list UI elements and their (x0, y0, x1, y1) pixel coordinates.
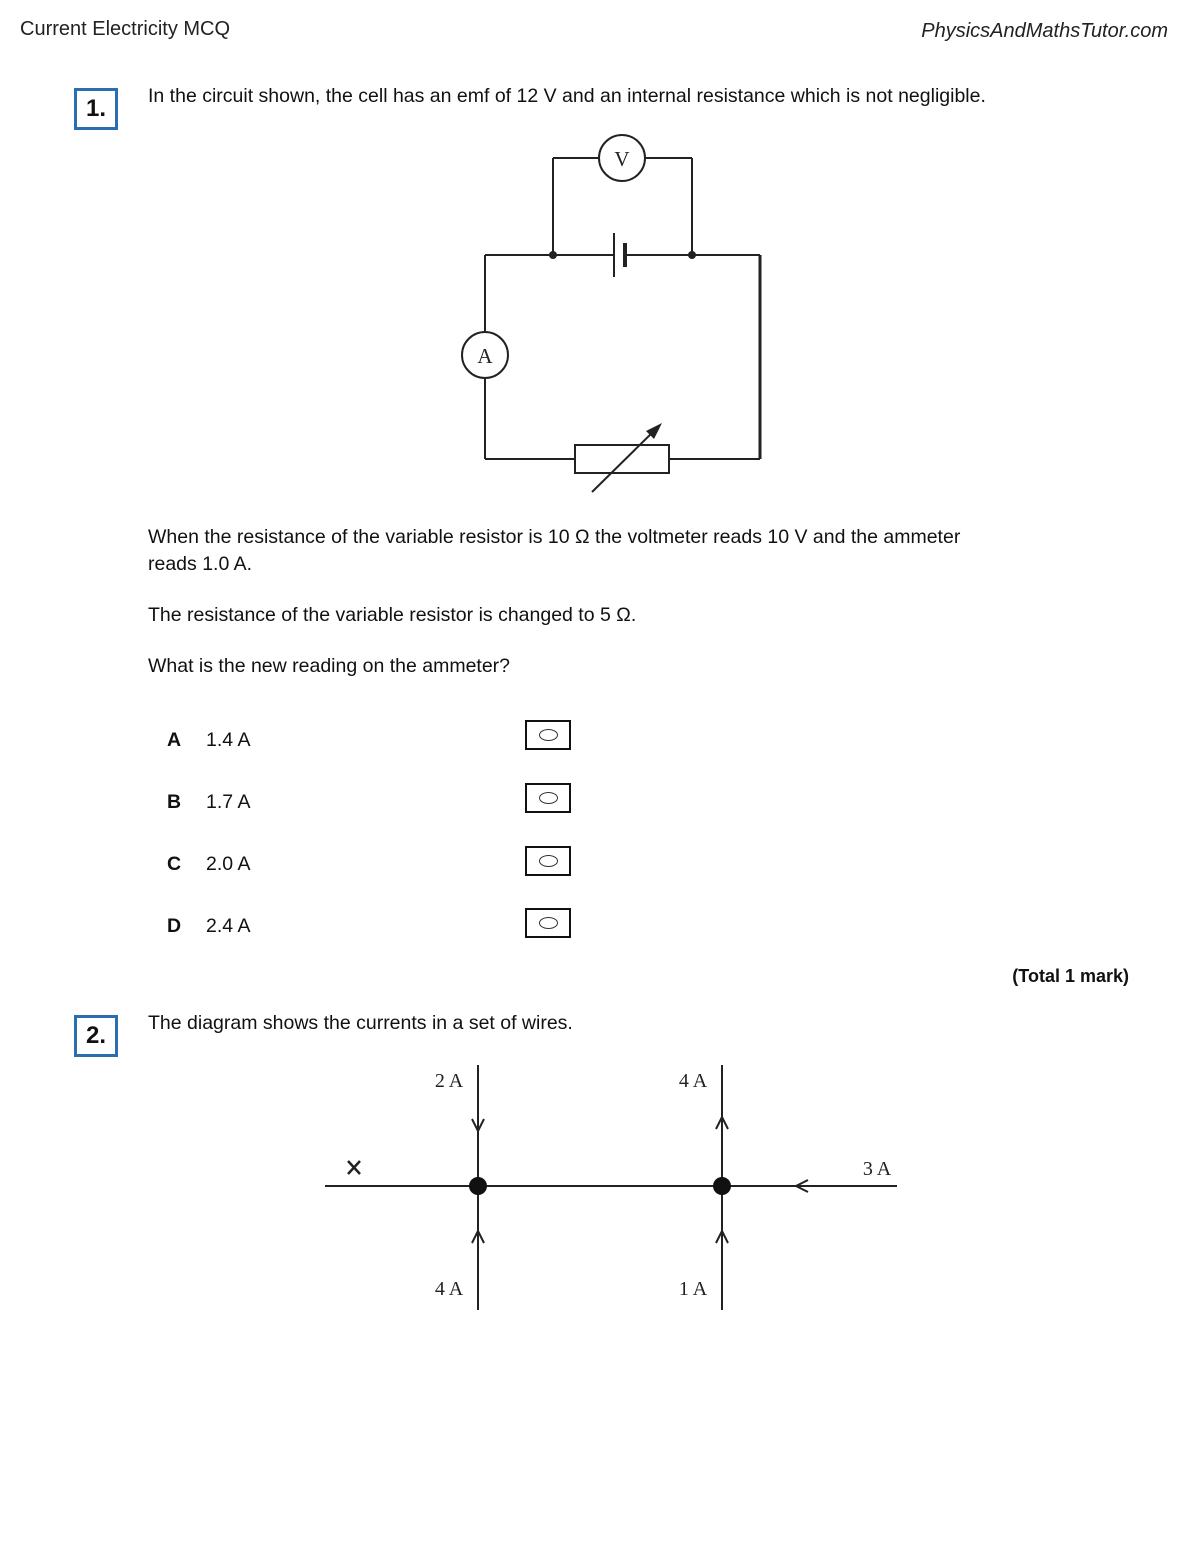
circuit-diagram (440, 125, 780, 500)
option-b-letter: B (167, 791, 182, 813)
question-2-intro: The diagram shows the currents in a set of wires. (148, 1012, 573, 1034)
answer-oval-icon (539, 729, 558, 741)
option-d-answer-box[interactable] (525, 908, 571, 938)
label-right: 3 A (862, 1158, 892, 1180)
current-junction-diagram (320, 1055, 910, 1320)
answer-oval-icon (539, 855, 558, 867)
option-c-answer-box[interactable] (525, 846, 571, 876)
label-bottom-left: 4 A (434, 1278, 464, 1300)
header-title: Current Electricity MCQ (20, 18, 231, 40)
option-c-text: 2.0 A (206, 853, 251, 875)
junction-dot-right (688, 251, 696, 259)
junction-dot-left (469, 1177, 487, 1195)
question-1-question: What is the new reading on the ammeter? (148, 655, 511, 677)
variable-resistor-arrow (592, 427, 658, 492)
option-b-answer-box[interactable] (525, 783, 571, 813)
question-1-para2: The resistance of the variable resistor is changed to 5 Ω. (148, 604, 637, 626)
answer-oval-icon (539, 792, 558, 804)
option-c-letter: C (167, 853, 182, 875)
question-1-para1-line1: When the resistance of the variable resistor is 10 Ω the voltmeter reads 10 V and the ammeter (148, 526, 961, 548)
variable-resistor-icon (575, 445, 669, 473)
option-a-answer-box[interactable] (525, 720, 571, 750)
option-d-text: 2.4 A (206, 915, 251, 937)
question-number-2: 2. (74, 1015, 118, 1057)
label-bottom-right: 1 A (678, 1278, 708, 1300)
question-1-intro: In the circuit shown, the cell has an emf of 12 V and an internal resistance which is not negligible. (148, 85, 986, 107)
question-1-para1-line2: reads 1.0 A. (148, 553, 253, 575)
option-b-text: 1.7 A (206, 791, 251, 813)
option-d-letter: D (167, 915, 182, 937)
junction-dot-right (713, 1177, 731, 1195)
voltmeter-label: V (614, 147, 630, 171)
label-top-left: 2 A (434, 1070, 464, 1092)
ammeter-label: A (477, 344, 493, 368)
label-top-right: 4 A (678, 1070, 708, 1092)
question-number-1: 1. (74, 88, 118, 130)
junction-dot-left (549, 251, 557, 259)
option-a-letter: A (167, 729, 182, 751)
total-marks: (Total 1 mark) (1012, 966, 1129, 986)
header-site: PhysicsAndMathsTutor.com (921, 20, 1168, 42)
option-a-text: 1.4 A (206, 729, 251, 751)
answer-oval-icon (539, 917, 558, 929)
